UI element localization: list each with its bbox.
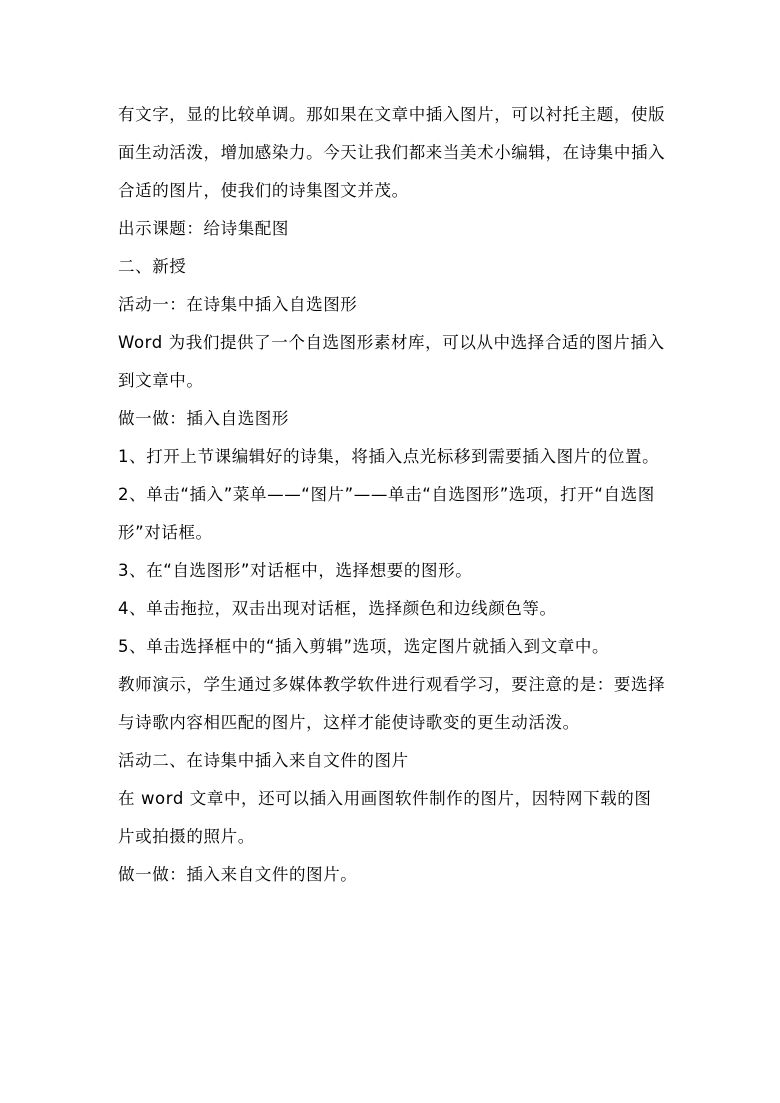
paragraph-teacher-demo: 教师演示，学生通过多媒体教学软件进行观看学习，要注意的是：要选择与诗歌内容相匹配的图片，这样才能使诗歌变的更生动活泼。	[118, 675, 666, 732]
step-1: 1、打开上节课编辑好的诗集，将插入点光标移到需要插入图片的位置。	[118, 447, 660, 466]
step-5: 5、单击选择框中的“插入剪辑”选项，选定图片就插入到文章中。	[118, 637, 610, 656]
paragraph-topic: 出示课题：给诗集配图	[118, 219, 289, 238]
practice-heading-autoshapes: 做一做：插入自选图形	[118, 409, 289, 428]
activity-two-heading: 活动二、在诗集中插入来自文件的图片	[118, 751, 409, 770]
document-body	[118, 96, 666, 894]
paragraph-intro: 有文字，显的比较单调。那如果在文章中插入图片，可以衬托主题，使版面生动活泼，增加感染力。今天让我们都来当美术小编辑，在诗集中插入合适的图片，使我们的诗集图文并茂。	[118, 105, 666, 200]
practice-heading-from-file: 做一做：插入来自文件的图片。	[118, 865, 358, 884]
paragraph-insert-from-file: 在 word 文章中，还可以插入用画图软件制作的图片，因特网下载的图片或拍摄的照片。	[118, 789, 652, 846]
paragraph-word-autoshapes: Word 为我们提供了一个自选图形素材库，可以从中选择合适的图片插入到文章中。	[118, 333, 665, 390]
step-4: 4、单击拖拉，双击出现对话框，选择颜色和边线颜色等。	[118, 599, 557, 618]
activity-one-heading: 活动一：在诗集中插入自选图形	[118, 295, 358, 314]
section-heading-new-lesson: 二、新授	[118, 257, 187, 276]
step-3: 3、在“自选图形”对话框中，选择想要的图形。	[118, 561, 473, 580]
step-2: 2、单击“插入”菜单——“图片”——单击“自选图形”选项，打开“自选图形”对话框。	[118, 485, 655, 542]
